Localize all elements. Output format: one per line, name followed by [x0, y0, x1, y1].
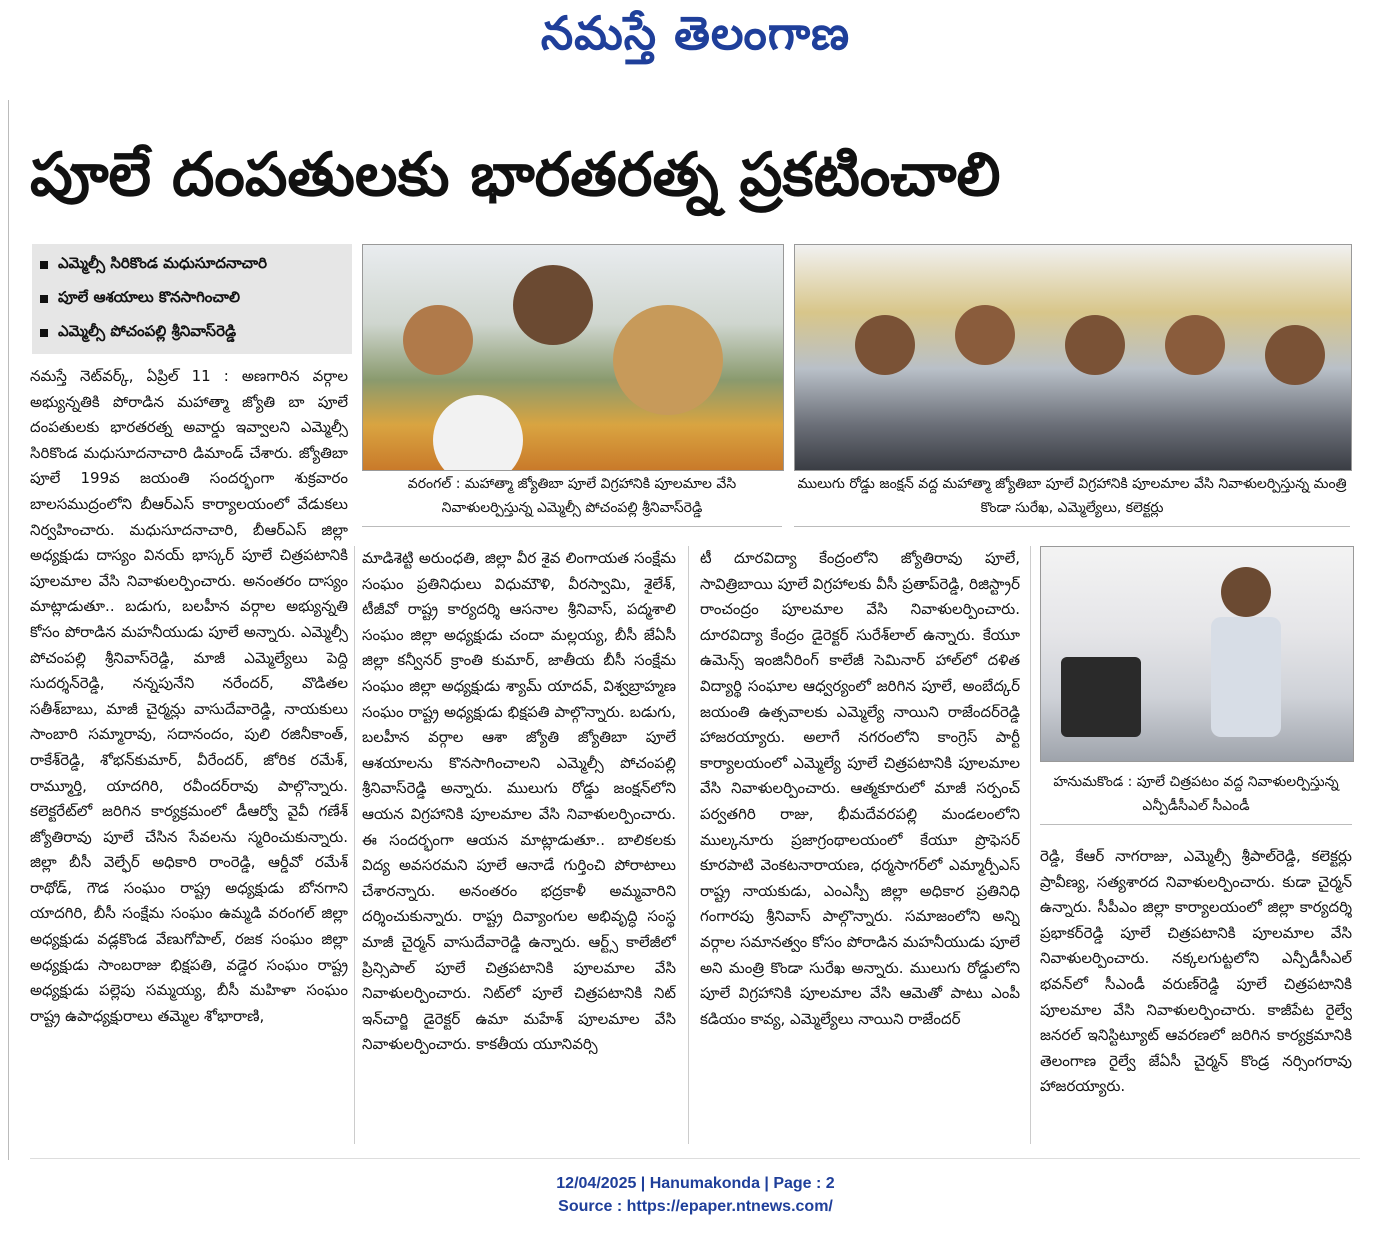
masthead-logo: నమస్తే తెలంగాణ: [540, 6, 851, 60]
bullet-icon: [40, 329, 48, 337]
highlight-text: ఎమ్మెల్సీ సిరికొండ మధుసూదనాచారి: [58, 254, 267, 272]
highlight-text: పూలే ఆశయాలు కొనసాగించాలి: [58, 288, 240, 306]
highlight-item: [40, 316, 344, 350]
highlight-item: [40, 248, 344, 282]
footer-source-link[interactable]: Source : https://epaper.ntnews.com/: [558, 1198, 833, 1215]
photo-warangal-statue: [362, 244, 784, 471]
article-column: టీ దూరవిద్యా కేంద్రంలోని జ్యోతిరావు పూలే, సావిత్రిబాయి పూలే విగ్రహాలకు వీసీ ప్రతాప్‌రెడ్డి, రిజిస్ట్రార్‌ రాంచంద్రం పూలమాల వేసి నివాళులర్పించారు. దూరవిద్యా కేంద్రం డైరెక్టర్‌ సురేశ్‌లాల్‌ ఉన్నారు. కేయూ ఉమెన్స్‌ ఇంజినీరింగ్‌ కాలేజీ సెమినార్‌ హాల్‌లో దళిత విద్యార్థి సంఘాల ఆధ్వర్యంలో జరిగిన పూలే, అంబేద్కర్‌ జయంతి ఉత్సవాలకు ఎమ్మెల్యే నాయిని రాజేందర్‌రెడ్డి హాజరయ్యారు. అలాగే నగరంలోని కాంగ్రెస్‌ పార్టీ కార్యాలయంలో ఎమ్మెల్యే పూలే చిత్రపటానికి పూలమాల వేసి నివాళులర్పించారు. ఆత్మకూరులో మాజీ సర్పంచ్‌ పర్వతగిరి రాజు, భీమదేవరపల్లి మండలంలోని ముల్కనూరు ప్రజాగ్రంథాలయంలో కేయూ ప్రొఫెసర్‌ కూరపాటి వెంకటనారాయణ, ధర్మసాగర్‌లో ఎమ్మార్పీఎస్‌ రాష్ట్ర నాయకుడు, ఎంఎస్పీ జిల్లా అధికార ప్రతినిధి గంగారపు శ్రీనివాస్‌ పాల్గొన్నారు. సమాజంలోని అన్ని వర్గాల సమానత్వం కోసం పోరాడిన మహనీయుడు పూలే అని మంత్రి కొండా సురేఖ అన్నారు. ములుగు రోడ్డులోని పూలే విగ్రహానికి పూలమాల వేసి ఆమెతో పాటు ఎంపీ కడియం కావ్య, ఎమ్మెల్యేలు నాయిని రాజేందర్‌: [700, 549, 1020, 1028]
highlight-item: [40, 282, 344, 316]
photo-caption: వరంగల్‌ : మహాత్మా జ్యోతిబా పూలే విగ్రహానికి పూలమాల వేసి నివాళులర్పిస్తున్న ఎమ్మెల్సీ పోచంపల్లి శ్రీనివాస్‌రెడ్డి: [362, 472, 782, 527]
highlights-box: [32, 244, 352, 354]
footer-date-edition: 12/04/2025 | Hanumakonda | Page : 2: [556, 1175, 835, 1192]
photo-caption: హనుమకొండ : పూలే చిత్రపటం వద్ద నివాళులర్పిస్తున్న ఎన్పీడీసీఎల్‌ సీఎండీ: [1040, 770, 1352, 825]
headline: పూలే దంపతులకు భారతరత్న ప్రకటించాలి: [30, 140, 1001, 210]
column-divider: [688, 546, 689, 1144]
bullet-icon: [40, 295, 48, 303]
column-divider: [1030, 546, 1031, 1144]
bottom-divider: [30, 1158, 1360, 1159]
article-column: నమస్తే నెట్‌వర్క్‌, ఏప్రిల్‌ 11 : అణగారిన వర్గాల అభ్యున్నతికి పోరాడిన మహాత్మా జ్యోతి బా పూలే దంపతులకు భారతరత్న అవార్డు ఇవ్వాలని ఎమ్మెల్సీ సిరికొండ మధుసూదనాచారి డిమాండ్‌ చేశారు. జ్యోతిబా పూలే 199వ జయంతి సందర్భంగా శుక్రవారం బాలసముద్రంలోని బీఆర్‌ఎస్‌ కార్యాలయంలో వేడుకలు నిర్వహించారు. మధుసూదనాచారి, బీఆర్‌ఎస్‌ జిల్లా అధ్యక్షుడు దాస్యం వినయ్‌ భాస్కర్‌ పూలే చిత్రపటానికి పూలమాల వేసి నివాళులర్పించారు. అనంతరం దాస్యం మాట్లాడుతూ.. బడుగు, బలహీన వర్గాల అభ్యున్నతి కోసం పోరాడిన మహనీయుడు పూలే అన్నారు. ఎమ్మెల్సీ పోచంపల్లి శ్రీనివాస్‌రెడ్డి, మాజీ ఎమ్మెల్యేలు పెద్ది సుదర్శన్‌రెడ్డి, నన్నపునేని నరేందర్‌, వొడితల సతీశ్‌బాబు, మాజీ చైర్మన్లు వాసుదేవారెడ్డి, నాయకులు సాంబారి సమ్మారావు, సదానందం, పులి రజినీకాంత్‌, రాకేశ్‌రెడ్డి, శోభన్‌కుమార్‌, వీరేందర్‌, జోరిక రమేశ్‌, రామ్మూర్తి, యాదగిరి, రవీందర్‌రావు పాల్గొన్నారు. కలెక్టరేట్‌లో జరిగిన కార్యక్రమంలో డీఆర్వో వైవీ గణేశ్‌ జ్యోతిరావు పూలే చేసిన సేవలను స్మరించుకున్నారు. జిల్లా బీసీ వెల్ఫేర్‌ అధికారి రాంరెడ్డి, ఆర్డీవో రమేశ్‌ రాథోడ్‌, గౌడ సంఘం రాష్ట్ర అధ్యక్షుడు బోనగాని యాదగిరి, బీసీ సంక్షేమ సంఘం ఉమ్మడి వరంగల్‌ జిల్లా అధ్యక్షుడు వడ్లకొండ వేణుగోపాల్‌, రజక సంఘం జిల్లా అధ్యక్షుడు సాంబరాజు భిక్షపతి, వడ్డెర సంఘం రాష్ట్ర అధ్యక్షుడు పల్లెపు సమ్మయ్య, బీసీ మహిళా సంఘం రాష్ట్ర ఉపాధ్యక్షురాలు తమ్మెల శోభారాణి,: [30, 367, 348, 1025]
photo-mulugu-junction: [794, 244, 1352, 471]
photo-hanumakonda-portrait: [1040, 546, 1354, 762]
article-column: రెడ్డి, కేఆర్‌ నాగరాజు, ఎమ్మెల్సీ శ్రీపాల్‌రెడ్డి, కలెక్టర్లు ప్రావీణ్య, సత్యశారద నివాళులర్పించారు. కుడా చైర్మన్‌ ఉన్నారు. సీపీఎం జిల్లా కార్యాలయంలో జిల్లా కార్యదర్శి ప్రభాకర్‌రెడ్డి పూలే చిత్రపటానికి పూలమాల వేసి నివాళులర్పించారు. నక్కలగుట్టలోని ఎన్పీడీసీఎల్‌ భవన్‌లో సీఎండీ వరుణ్‌రెడ్డి పూలే చిత్రపటానికి పూలమాల వేసి నివాళులర్పించారు. కాజీపేట రైల్వే జనరల్‌ ఇనిస్టిట్యూట్‌ ఆవరణలో జరిగిన కార్యక్రమానికి తెలంగాణ రైల్వే జేఏసీ చైర్మన్‌ కొండ్ర నర్సింగరావు హాజరయ్యారు.: [1040, 847, 1352, 1096]
column-divider: [354, 546, 355, 1144]
highlight-text: ఎమ్మెల్సీ పోచంపల్లి శ్రీనివాస్‌రెడ్డి: [58, 322, 237, 340]
article-column: మాడిశెట్టి అరుంధతి, జిల్లా వీర శైవ లింగాయత సంక్షేమ సంఘం ప్రతినిధులు విధుమౌళి, వీరస్వామి, శైలేశ్‌, టీజీవో రాష్ట్ర కార్యదర్శి ఆసనాల శ్రీనివాస్‌, పద్మశాలి సంఘం జిల్లా అధ్యక్షుడు చందా మల్లయ్య, బీసీ జేఏసీ జిల్లా కన్వీనర్‌ క్రాంతి కుమార్‌, జాతీయ బీసీ సంక్షేమ సంఘం జిల్లా అధ్యక్షుడు శ్యామ్‌ యాదవ్‌, విశ్వబ్రాహ్మణ సంఘం రాష్ట్ర అధ్యక్షుడు భిక్షపతి పాల్గొన్నారు. బడుగు, బలహీన వర్గాల ఆశా జ్యోతి జ్యోతిబా పూలే ఆశయాలను కొనసాగించాలని ఎమ్మెల్సీ పోచంపల్లి శ్రీనివాస్‌రెడ్డి అన్నారు. ములుగు రోడ్డు జంక్షన్‌లోని ఆయన విగ్రహానికి పూలమాల వేసి నివాళులర్పించారు. ఈ సందర్భంగా ఆయన మాట్లాడుతూ.. బాలికలకు విద్య అవసరమని పూలే ఆనాడే గుర్తించి పోరాటాలు చేశారన్నారు. అనంతరం భద్రకాళీ అమ్మవారిని దర్శించుకున్నారు. రాష్ట్ర దివ్యాంగుల అభివృద్ధి సంస్థ మాజీ చైర్మన్‌ వాసుదేవారెడ్డి ఉన్నారు. ఆర్ట్స్‌ కాలేజీలో ప్రిన్సిపాల్‌ పూలే చిత్రపటానికి పూలమాల వేసి నివాళులర్పించారు. నిట్‌లో పూలే చిత్రపటానికి నిట్‌ ఇన్‌చార్జి డైరెక్టర్‌ ఉమా మహేశ్‌ పూలమాల వేసి నివాళులర్పించారు. కాకతీయ యూనివర్సి: [362, 549, 676, 1054]
photo-caption: ములుగు రోడ్డు జంక్షన్‌ వద్ద మహాత్మా జ్యోతిబా పూలే విగ్రహానికి పూలమాల వేసి నివాళులర్పిస్తున్న మంత్రి కొండా సురేఖ, ఎమ్మెల్యేలు, కలెక్టర్లు: [794, 472, 1350, 527]
bullet-icon: [40, 261, 48, 269]
